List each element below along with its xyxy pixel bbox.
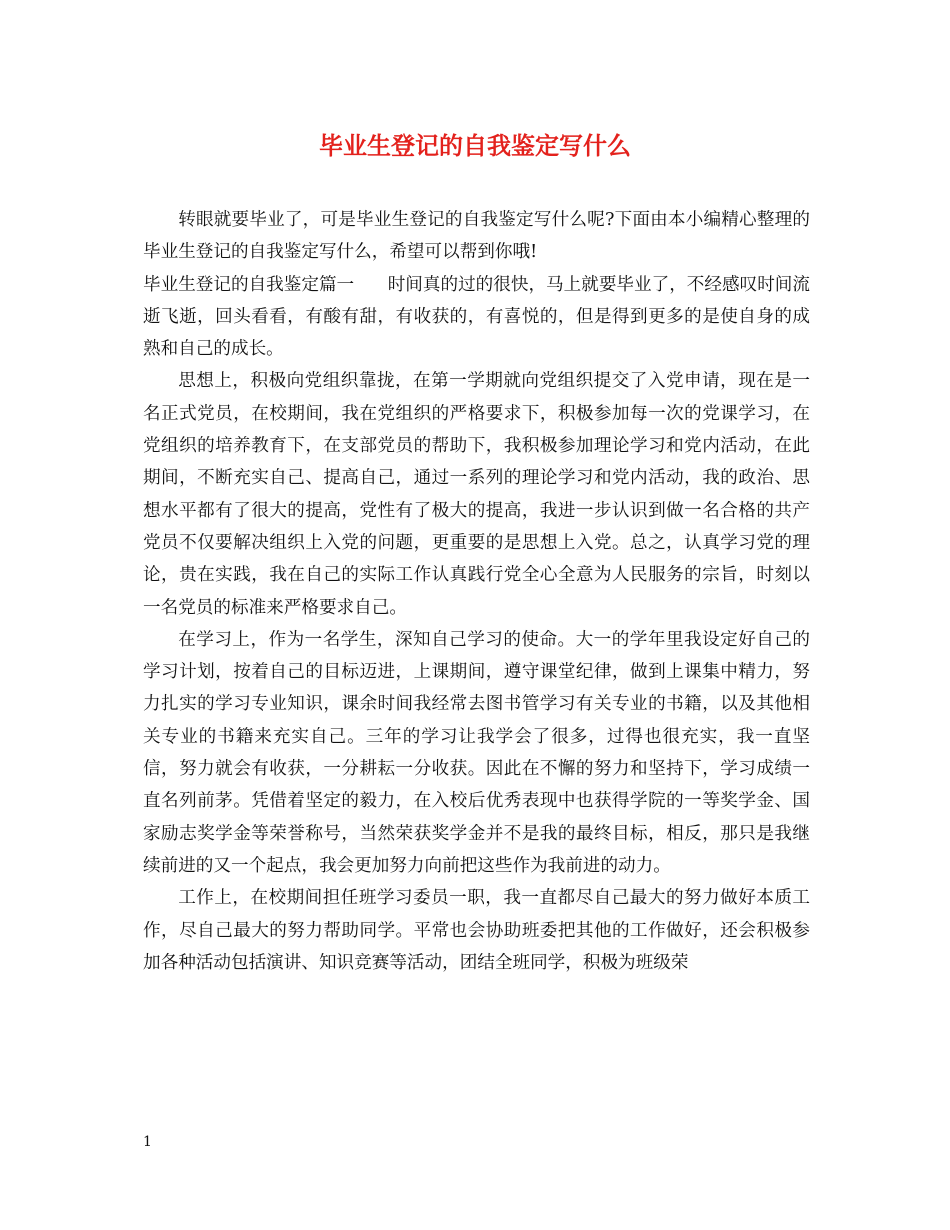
- body-paragraph-thought: 思想上，积极向党组织靠拢，在第一学期就向党组织提交了入党申请，现在是一名正式党员，在校期间，我在党组织的严格要求下，积极参加每一次的党课学习，在党组织的培养教育下，在支部党员的帮助下，我积极参加理论学习和党内活动，在此期间，不断充实自己、提高自己，通过一系列的理论学习和党内活动，我的政治、思想水平都有了很大的提高，党性有了极大的提高，我进一步认识到做一名合格的共产党员不仅要解决组织上入党的问题，更重要的是思想上入党。总之，认真学习党的理论，贵在实践，我在自己的实际工作认真践行党全心全意为人民服务的宗旨，时刻以一名党员的标准来严格要求自己。: [143, 371, 810, 618]
- page-number: 1: [143, 1134, 152, 1150]
- document-title: 毕业生登记的自我鉴定写什么: [319, 131, 631, 160]
- section-paragraph: [143, 269, 810, 366]
- heading-gap: [354, 275, 388, 295]
- section-heading: 毕业生登记的自我鉴定篇一: [143, 274, 355, 295]
- section-first-paragraph: 时间真的过的很快，马上就要毕业了，不经感叹时间流逝飞逝，回头看看，有酸有甜，有收获的，有喜悦的，但是得到更多的是使自身的成熟和自己的成长。: [143, 274, 810, 360]
- body-paragraph-study: 在学习上，作为一名学生，深知自己学习的使命。大一的学年里我设定好自己的学习计划，按着自己的目标迈进，上课期间，遵守课堂纪律，做到上课集中精力，努力扎实的学习专业知识，课余时间我经常去图书管学习有关专业的书籍，以及其他相关专业的书籍来充实自己。三年的学习让我学会了很多，过得也很充实，我一直坚信，努力就会有收获，一分耕耘一分收获。因此在不懈的努力和坚持下，学习成绩一直名列前茅。凭借着坚定的毅力，在入校后优秀表现中也获得学院的一等奖学金、国家励志奖学金等荣誉称号，当然荣获奖学金并不是我的最终目标，相反，那只是我继续前进的又一个起点，我会更加努力向前把这些作为我前进的动力。: [143, 629, 810, 876]
- intro-paragraph: 转眼就要毕业了，可是毕业生登记的自我鉴定写什么呢?下面由本小编精心整理的毕业生登记的自我鉴定写什么，希望可以帮到你哦!: [143, 210, 810, 263]
- body-paragraph-work: 工作上，在校期间担任班学习委员一职，我一直都尽自己最大的努力做好本质工作，尽自己最大的努力帮助同学。平常也会协助班委把其他的工作做好，还会积极参加各种活动包括演讲、知识竞赛等活动，团结全班同学，积极为班级荣: [143, 888, 810, 973]
- document-body: [143, 204, 810, 979]
